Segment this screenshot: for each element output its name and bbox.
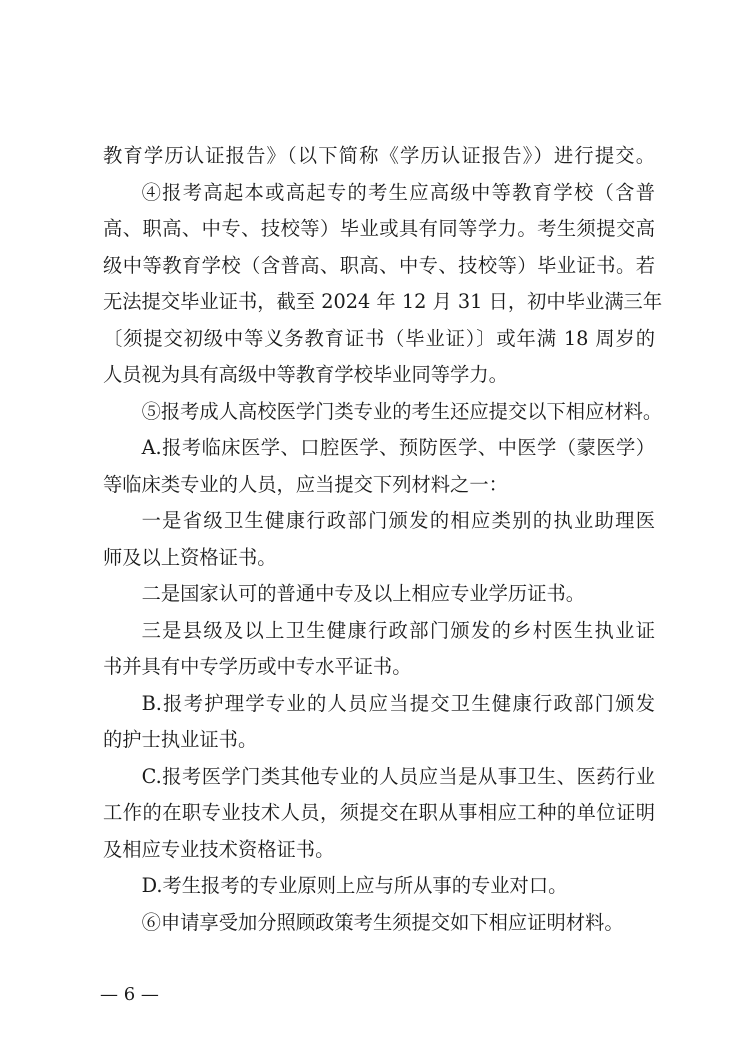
text-line: 等临床类专业的人员，应当提交下列材料之一：	[103, 472, 508, 496]
text-line: C.报考医学门类其他专业的人员应当是从事卫生、医药行业	[141, 764, 655, 788]
text-line: 二是国家认可的普通中专及以上相应专业学历证书。	[141, 582, 586, 605]
text-line: D.考生报考的专业原则上应与所从事的专业对口。	[141, 874, 568, 897]
text-line: ⑤报考成人高校医学门类专业的考生还应提交以下相应材料。	[141, 399, 663, 423]
text-line: 级中等教育学校（含普高、职高、中专、技校等）毕业证书。若	[103, 253, 655, 277]
text-line: 人员视为具有高级中等教育学校毕业同等学力。	[103, 363, 508, 386]
text-line: 一是省级卫生健康行政部门颁发的相应类别的执业助理医	[141, 509, 655, 532]
text-line: 三是县级及以上卫生健康行政部门颁发的乡村医生执业证	[141, 618, 655, 642]
text-line: 无法提交毕业证书，截至 2024 年 12 月 31 日，初中毕业满三年	[103, 290, 663, 313]
text-line: 的护士执业证书。	[103, 728, 258, 751]
text-line: ⑥申请享受加分照顾政策考生须提交如下相应证明材料。	[141, 910, 624, 934]
text-line: 高、职高、中专、技校等）毕业或具有同等学力。考生须提交高	[103, 217, 655, 240]
text-line: 书并具有中专学历或中专水平证书。	[103, 655, 412, 678]
text-line: 〔须提交初级中等义务教育证书（毕业证）〕或年满 18 周岁的	[103, 326, 655, 350]
body-text	[103, 138, 663, 941]
text-line: A.报考临床医学、口腔医学、预防医学、中医学（蒙医学）	[141, 436, 655, 459]
text-line: 工作的在职专业技术人员，须提交在职从事相应工种的单位证明	[103, 801, 655, 824]
text-line: B.报考护理学专业的人员应当提交卫生健康行政部门颁发	[141, 691, 655, 715]
page-number: — 6 —	[100, 984, 159, 1005]
text-line: ④报考高起本或高起专的考生应高级中等教育学校（含普	[141, 180, 655, 204]
text-line: 及相应专业技术资格证书。	[103, 837, 335, 861]
text-line: 教育学历认证报告》（以下简称《学历认证报告》）进行提交。	[103, 144, 655, 167]
text-line: 师及以上资格证书。	[103, 545, 277, 569]
